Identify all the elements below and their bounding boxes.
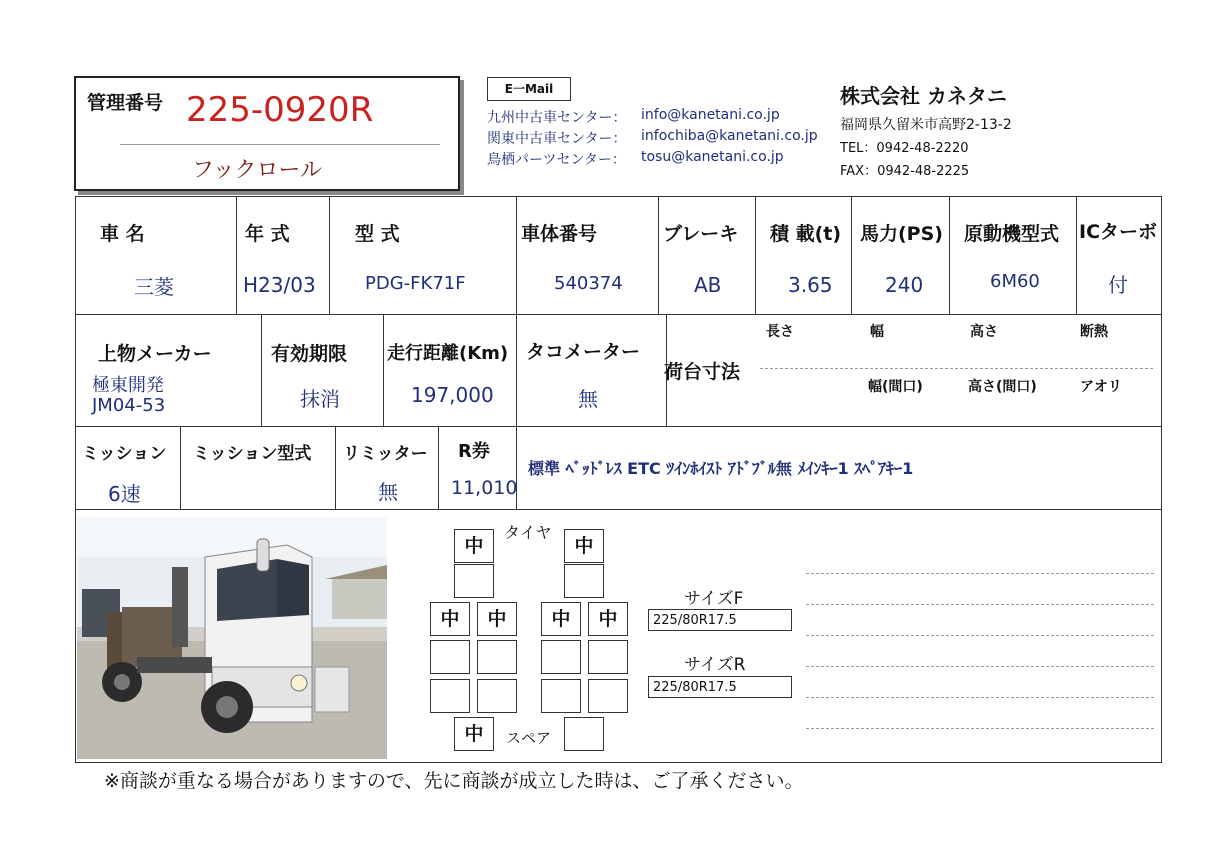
- bed-insulation-label: 断熱: [1080, 324, 1108, 340]
- company-tel: TEL：0942-48-2220: [840, 141, 969, 156]
- label-bed-size: 荷台寸法: [664, 361, 741, 383]
- tire-rear2-right-outer: [588, 640, 628, 674]
- value-tachometer: 無: [578, 387, 598, 411]
- label-mileage: 走行距離(Km): [387, 343, 509, 364]
- center-name-kanto: 関東中古車センター：: [487, 131, 627, 147]
- value-body-maker: 極東開発: [92, 375, 164, 396]
- note-line: [806, 728, 1154, 729]
- center-name-tosu: 鳥栖パーツセンター：: [487, 152, 626, 168]
- size-r-value: 225/80R17.5: [648, 676, 792, 698]
- col-divider: [1076, 197, 1077, 314]
- note-line: [806, 635, 1154, 636]
- tire-rear3-left-inner: [477, 679, 517, 713]
- bed-width-opening-label: 幅(間口): [868, 379, 923, 395]
- tire-front-right-2: [564, 564, 604, 598]
- tire-front-left: 中: [454, 529, 494, 563]
- value-power: 240: [885, 273, 924, 297]
- value-mileage: 197,000: [411, 383, 494, 407]
- col-divider: [180, 426, 181, 509]
- header-divider: [120, 144, 440, 145]
- size-r-label: サイズR: [684, 655, 746, 675]
- company-fax: FAX：0942-48-2225: [840, 164, 970, 179]
- value-r-ken: 11,010: [451, 477, 518, 499]
- tire-label: タイヤ: [504, 523, 552, 542]
- note-line: [806, 697, 1154, 698]
- email-label: E一Mail: [487, 77, 571, 101]
- tire-rear2-right-inner: [541, 640, 581, 674]
- value-chassis: 540374: [554, 273, 623, 294]
- tire-front-right: 中: [564, 529, 604, 563]
- label-model: 型 式: [355, 223, 400, 245]
- value-year: H23/03: [243, 273, 316, 297]
- bed-length-label: 長さ: [766, 324, 794, 340]
- label-chassis: 車体番号: [521, 223, 598, 245]
- company-name: 株式会社 カネタニ: [840, 84, 1007, 108]
- note-line: [806, 604, 1154, 605]
- bed-height-label: 高さ: [970, 324, 998, 340]
- tire-rear-left-outer: 中: [430, 602, 470, 636]
- col-divider: [658, 197, 659, 314]
- row-divider-1: [76, 314, 1161, 315]
- tire-front-left-2: [454, 564, 494, 598]
- tire-rear2-left-outer: [430, 640, 470, 674]
- size-f-label: サイズF: [684, 589, 744, 609]
- tire-spare: 中: [454, 717, 494, 751]
- row-divider-2: [76, 426, 1161, 427]
- label-power: 馬力(PS): [860, 223, 943, 245]
- label-body-maker: 上物メーカー: [98, 343, 212, 365]
- label-brake: ブレーキ: [663, 223, 739, 245]
- col-divider: [335, 426, 336, 509]
- center-name-kyushu: 九州中古車センター：: [487, 110, 627, 126]
- tire-rear3-right-inner: [541, 679, 581, 713]
- value-expiry: 抹消: [300, 387, 340, 411]
- value-car-name: 三菱: [134, 275, 174, 299]
- label-ic-turbo: ICターボ: [1079, 221, 1158, 243]
- truck-photo: [77, 517, 387, 759]
- value-model: PDG-FK71F: [365, 273, 466, 294]
- label-tachometer: タコメーター: [526, 341, 641, 363]
- col-divider: [516, 314, 517, 426]
- spare-label: スペア: [506, 729, 552, 747]
- col-divider: [261, 314, 262, 426]
- center-email-kyushu[interactable]: info@kanetani.co.jp: [641, 107, 780, 123]
- label-engine: 原動機型式: [964, 223, 1060, 245]
- value-brake: AB: [694, 273, 722, 297]
- col-divider: [851, 197, 852, 314]
- size-f-value: 225/80R17.5: [648, 609, 792, 631]
- col-divider: [438, 426, 439, 509]
- value-ic-turbo: 付: [1108, 273, 1128, 297]
- center-email-tosu[interactable]: tosu@kanetani.co.jp: [641, 149, 784, 165]
- center-email-kanto[interactable]: infochiba@kanetani.co.jp: [641, 128, 818, 144]
- label-load: 積 載(t): [770, 223, 842, 245]
- col-divider: [329, 197, 330, 314]
- bed-height-opening-label: 高さ(間口): [968, 379, 1037, 395]
- tire-rear3-right-outer: [588, 679, 628, 713]
- row-divider-3: [76, 509, 1161, 510]
- tire-rear-right-inner: 中: [541, 602, 581, 636]
- label-r-ken: R券: [458, 441, 490, 462]
- tire-spare-2: [564, 717, 604, 751]
- bed-dashed-line: [760, 368, 1153, 369]
- label-limiter: リミッター: [343, 444, 428, 464]
- footer-note: ※商談が重なる場合がありますので、先に商談が成立した時は、ご了承ください。: [104, 770, 804, 792]
- value-mission: 6速: [108, 482, 141, 506]
- col-divider: [755, 197, 756, 314]
- col-divider: [383, 314, 384, 426]
- label-year: 年 式: [245, 223, 290, 245]
- tire-rear-left-inner: 中: [477, 602, 517, 636]
- bed-tailgate-label: アオリ: [1080, 379, 1122, 395]
- value-load: 3.65: [788, 273, 833, 297]
- label-mission: ミッション: [82, 444, 167, 464]
- tire-rear-right-outer: 中: [588, 602, 628, 636]
- management-label: 管理番号: [87, 92, 164, 114]
- note-line: [806, 666, 1154, 667]
- equipment-list: 標準 ﾍﾞｯﾄﾞﾚｽ ETC ﾂｲﾝﾎｲｽﾄ ｱﾄﾞﾌﾞﾙ無 ﾒｲﾝｷｰ1 ｽﾍﾟｱｷｰ1: [528, 459, 914, 478]
- bed-width-label: 幅: [870, 324, 884, 340]
- value-engine: 6M60: [990, 271, 1040, 292]
- col-divider: [516, 197, 517, 314]
- value-body-model: JM04-53: [92, 395, 166, 416]
- label-expiry: 有効期限: [271, 343, 348, 365]
- tire-rear3-left-outer: [430, 679, 470, 713]
- note-line: [806, 573, 1154, 574]
- body-type: フックロール: [192, 158, 323, 183]
- label-car-name: 車 名: [100, 223, 145, 245]
- management-number: 225-0920R: [186, 90, 374, 130]
- tire-rear2-left-inner: [477, 640, 517, 674]
- label-mission-type: ミッション型式: [193, 444, 312, 464]
- col-divider: [949, 197, 950, 314]
- value-limiter: 無: [378, 480, 398, 504]
- company-address: 福岡県久留米市高野2-13-2: [840, 117, 1012, 133]
- col-divider: [236, 197, 237, 314]
